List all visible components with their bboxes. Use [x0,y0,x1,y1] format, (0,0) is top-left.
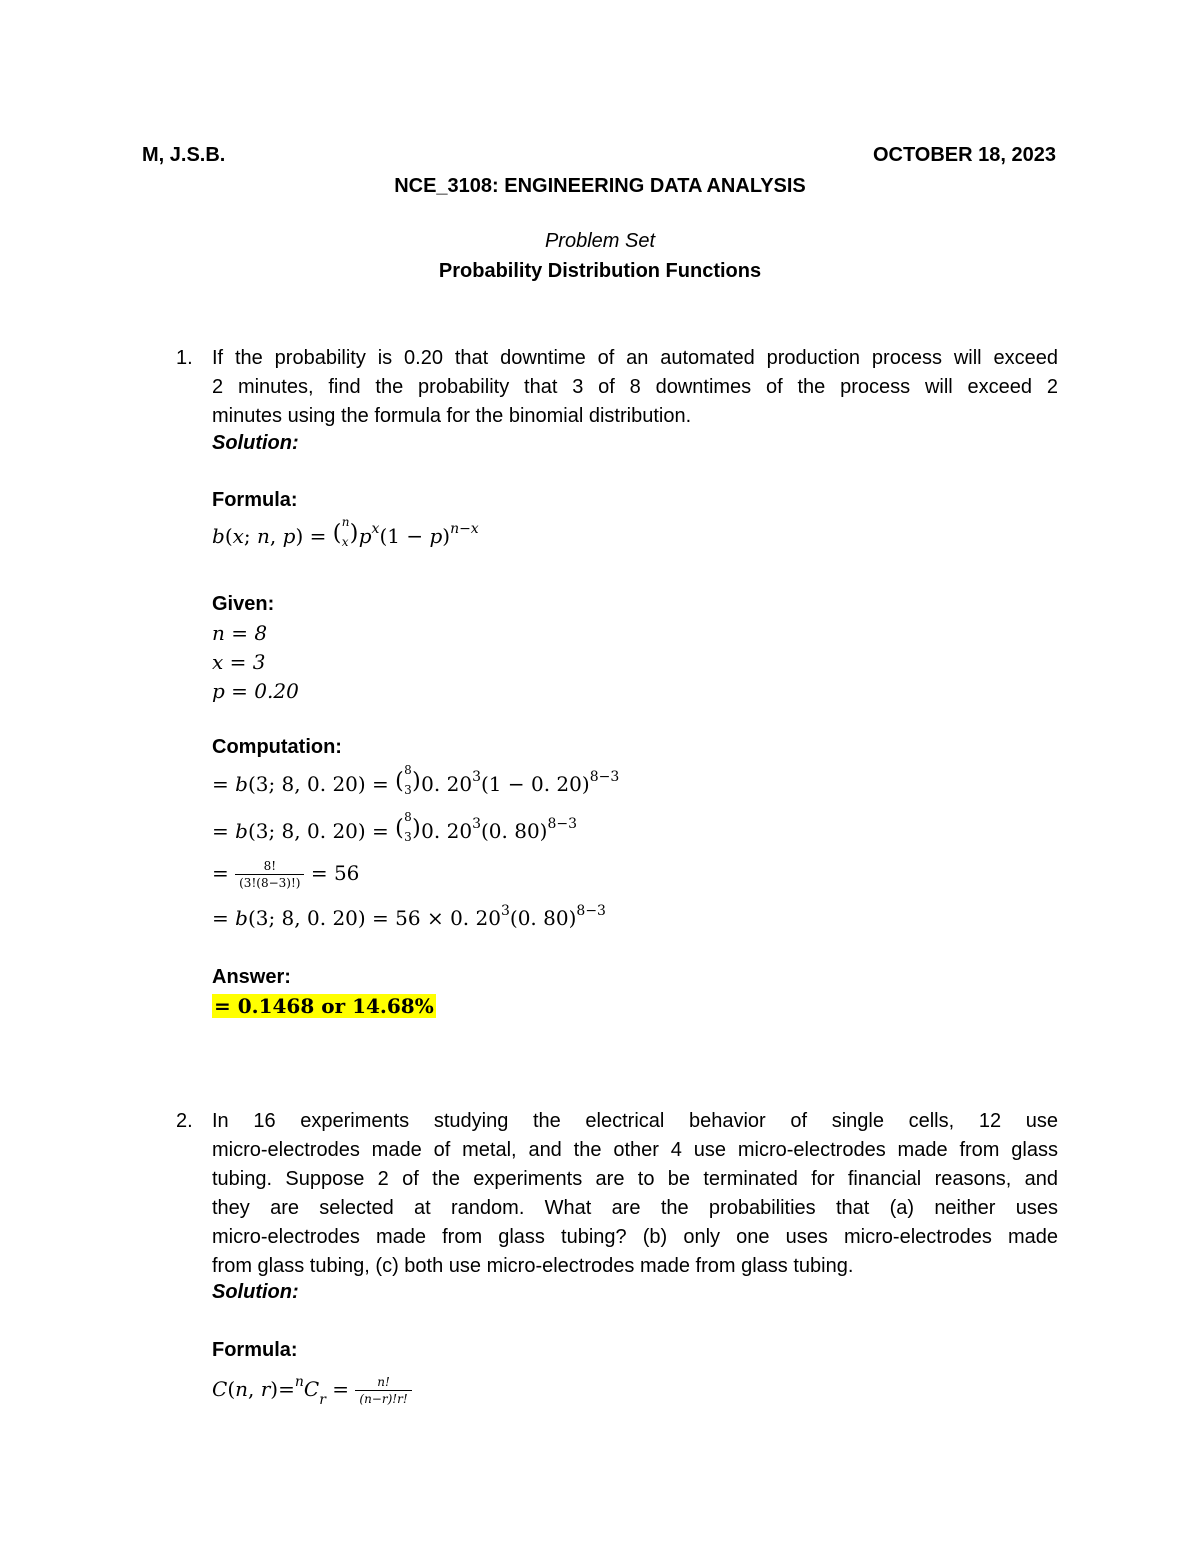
computation-step-2: = b(3; 8, 0. 20) = ( 8 3 ) 0. $20^3(0$. 80)$^{8-3}$ [212,810,578,844]
problem-1-computation-label: Computation: [212,736,342,758]
problem-2-number: 2. [176,1110,193,1132]
problem-1-answer: = 0.1468 or 14.68% [214,994,434,1018]
problem-2-formula-label: Formula: [212,1339,298,1361]
problem-1-statement [212,344,1058,431]
author-name: M, J.S.B. [142,144,226,166]
document-subtitle: Problem Set [544,230,656,252]
document-title: Probability Distribution Functions [438,260,762,282]
document-date: OCTOBER 18, 2023 [872,144,1056,166]
problem-2-line-2: micro-electrodes made of metal, and the other 4 use micro-electrodes made from glass [212,1139,1058,1161]
problem-1-line-2: 2 minutes, find the probability that 3 of 8 downtimes of the process will exceed 2 [212,376,1058,398]
problem-1-given-label: Given: [212,593,275,615]
problem-2-solution-label: Solution: [212,1281,299,1303]
binomial-formula: b(x; n, p) = ( n x ) $p^x(1 - p)^{n-x}$ [212,515,479,549]
problem-2-line-6: from glass tubing, (c) both use micro-electrodes made from glass tubing. [212,1255,854,1277]
problem-2-line-1: In 16 experiments studying the electrical behavior of single cells, 12 use [212,1110,1058,1132]
course-title: NCE_3108: ENGINEERING DATA ANALYSIS [394,175,806,197]
problem-2-line-4: they are selected at random. What are the probabilities that (a) neither uses [212,1197,1058,1219]
problem-1-answer-label: Answer: [212,966,291,988]
problem-1-line-3: minutes using the formula for the binomial distribution. [212,405,692,427]
problem-1-solution-label: Solution: [212,432,299,454]
problem-1-number: 1. [176,347,193,369]
problem-2-statement [212,1107,1058,1281]
computation-step-4: = b(3; 8, 0. 20) = 56 × 0. $20^3(0$. 80)$^{8-3}$ [212,903,606,930]
problem-2-line-3: tubing. Suppose 2 of the experiments are to be terminated for financial reasons, and [212,1168,1058,1190]
computation-step-1: = b(3; 8, 0. 20) = ( 8 3 ) 0. $20^3(1 - 0$. 20)$^{8-3}$ [212,763,620,797]
problem-2-line-5: micro-electrodes made from glass tubing? (b) only one uses micro-electrodes made [212,1226,1058,1248]
given-p: p = 0.20 [212,679,299,703]
problem-1-formula-label: Formula: [212,489,298,511]
combination-formula: C(n, $r)=^nC_r$ = $\frac{n!}{(n-r)!r!}$ [212,1374,412,1407]
problem-1-line-1: If the probability is 0.20 that downtime of an automated production process will exceed [212,347,1058,369]
given-n: n = 8 [212,621,268,645]
given-x: x = 3 [212,650,266,674]
computation-step-3: = $\frac{8!}{(3!(8-3)!)}$ = 56 [212,859,360,890]
